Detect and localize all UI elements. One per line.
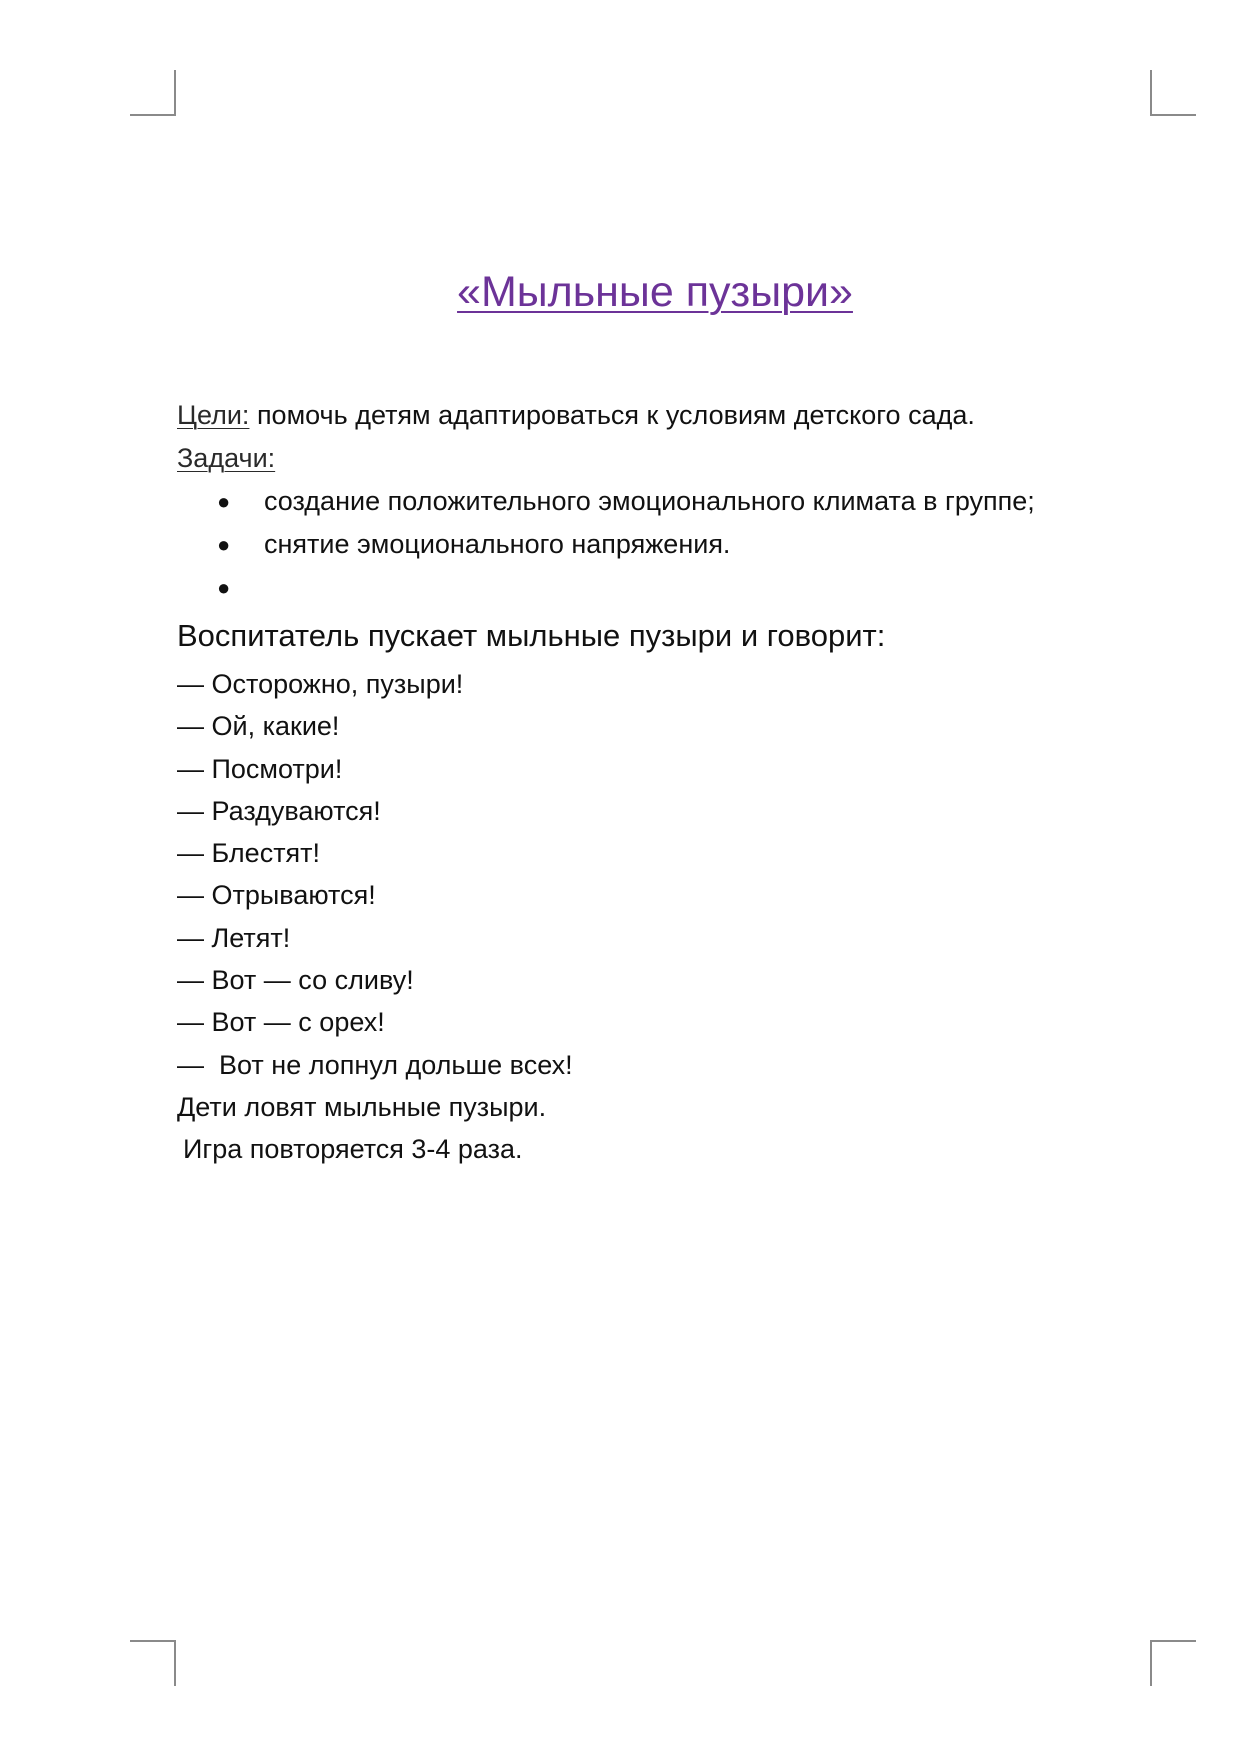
crop-mark-bottom-left-v xyxy=(174,1640,176,1686)
crop-mark-bottom-right-v xyxy=(1150,1640,1152,1686)
list-item xyxy=(177,523,1177,566)
dialog-line: — Вот — с орех! xyxy=(177,1007,385,1038)
crop-mark-bottom-right-h xyxy=(1150,1640,1196,1642)
dialog-block xyxy=(177,663,1177,1086)
dialog-line: — Раздуваются! xyxy=(177,795,381,826)
tasks-line xyxy=(177,437,1177,480)
dialog-line: — Вот не лопнул дольше всех! xyxy=(177,1049,573,1080)
list-item-text: создание положительного эмоционального климата в группе; xyxy=(264,486,1035,516)
page-title: «Мыльные пузыри» xyxy=(457,268,853,316)
goals-line xyxy=(177,394,1177,437)
list-item xyxy=(177,566,1177,609)
crop-mark-bottom-left-h xyxy=(130,1640,176,1642)
list-item-text: снятие эмоционального напряжения. xyxy=(264,529,731,559)
list-item xyxy=(177,480,1177,523)
dialog-line: — Осторожно, пузыри! xyxy=(177,669,464,699)
dialog-line: — Отрываются! xyxy=(177,880,376,911)
goals-label: Цели: xyxy=(177,400,250,430)
bullet-icon: ● xyxy=(217,489,231,514)
goals-text: помочь детям адаптироваться к условиям детского сада. xyxy=(249,400,975,430)
crop-mark-top-left-h xyxy=(130,114,176,116)
dialog-line: — Блестят! xyxy=(177,838,321,869)
crop-mark-top-right-v xyxy=(1150,70,1152,116)
bullet-icon: ● xyxy=(217,532,231,557)
crop-mark-top-left-v xyxy=(174,70,176,116)
dialog-line: — Вот — со сливу! xyxy=(177,965,414,996)
bullet-icon: ● xyxy=(217,575,231,600)
closing-line: Игра повторяется 3-4 раза. xyxy=(183,1134,523,1165)
tasks-list xyxy=(177,480,1177,609)
lead-paragraph: Воспитатель пускает мыльные пузыри и говорит: xyxy=(177,618,886,653)
dialog-line: — Ой, какие! xyxy=(177,711,340,742)
crop-mark-top-right-h xyxy=(1150,114,1196,116)
dialog-line: — Посмотри! xyxy=(177,753,343,784)
document-body xyxy=(177,394,1177,1171)
closing-line: Дети ловят мыльные пузыри. xyxy=(177,1091,547,1122)
tasks-label: Задачи: xyxy=(177,443,276,473)
dialog-line: — Летят! xyxy=(177,922,291,953)
